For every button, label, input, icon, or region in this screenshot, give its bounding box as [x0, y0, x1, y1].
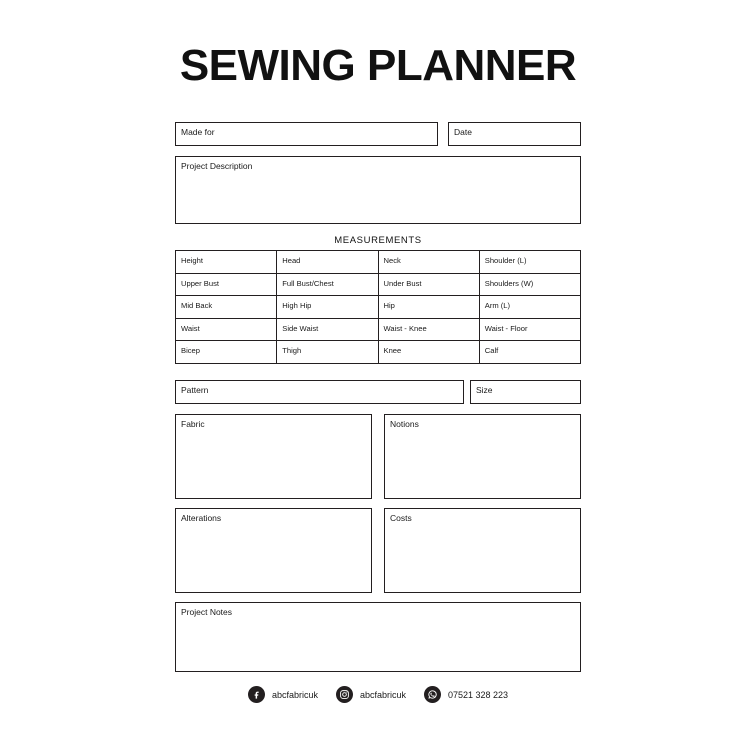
whatsapp-icon [424, 686, 441, 703]
measurement-cell[interactable] [379, 251, 480, 274]
measurement-cell[interactable] [176, 274, 277, 297]
alterations-label: Alterations [181, 513, 222, 523]
measurement-cell[interactable] [480, 296, 581, 319]
footer-whatsapp-number: 07521 328 223 [448, 689, 509, 700]
measurement-label: Head [282, 256, 301, 265]
measurement-label: Bicep [181, 346, 200, 355]
project-notes-field[interactable] [175, 602, 581, 672]
measurement-label: Under Bust [383, 278, 422, 288]
measurement-label: Hip [383, 301, 395, 310]
pattern-field[interactable] [175, 380, 464, 404]
measurement-cell[interactable] [480, 319, 581, 342]
measurement-label: Arm (L) [484, 301, 511, 310]
measurement-label: Waist - Floor [484, 323, 528, 333]
notions-field[interactable] [384, 414, 581, 499]
costs-field[interactable] [384, 508, 581, 593]
measurement-cell[interactable] [176, 296, 277, 319]
measurement-cell[interactable] [176, 341, 277, 364]
measurement-label: Knee [383, 346, 402, 355]
costs-label: Costs [390, 513, 412, 523]
measurement-cell[interactable] [480, 274, 581, 297]
date-field[interactable] [448, 122, 581, 146]
fabric-field[interactable] [175, 414, 372, 499]
project-notes-label: Project Notes [181, 607, 233, 617]
measurement-cell[interactable] [277, 251, 378, 274]
fabric-label: Fabric [181, 419, 205, 429]
measurement-label: Calf [484, 346, 499, 355]
footer-contacts [175, 686, 581, 703]
measurement-label: Upper Bust [181, 278, 219, 288]
measurement-label: Waist [181, 323, 200, 333]
measurement-cell[interactable] [379, 296, 480, 319]
measurement-label: Shoulders (W) [484, 278, 534, 288]
measurement-cell[interactable] [277, 296, 378, 319]
measurement-label: Mid Back [181, 301, 213, 310]
measurements-heading: MEASUREMENTS [334, 235, 422, 246]
measurement-label: Height [181, 256, 203, 265]
measurement-cell[interactable] [379, 274, 480, 297]
measurement-label: Waist - Knee [383, 323, 427, 333]
page-title: SEWING PLANNER [179, 41, 577, 90]
facebook-icon [248, 686, 265, 703]
footer-facebook-handle: abcfabricuk [271, 689, 318, 700]
measurement-cell[interactable] [480, 251, 581, 274]
project-description-field[interactable] [175, 156, 581, 224]
measurement-label: Thigh [282, 346, 302, 355]
footer-instagram-handle: abcfabricuk [359, 689, 406, 700]
measurement-cell[interactable] [277, 341, 378, 364]
measurements-table [175, 250, 581, 364]
measurement-label: Full Bust/Chest [282, 278, 334, 288]
measurement-cell[interactable] [176, 251, 277, 274]
made-for-label: Made for [181, 127, 215, 137]
measurement-cell[interactable] [379, 319, 480, 342]
instagram-icon [336, 686, 353, 703]
measurement-cell[interactable] [277, 274, 378, 297]
footer-whatsapp[interactable] [424, 686, 508, 703]
footer-instagram[interactable] [336, 686, 406, 703]
measurement-label: Shoulder (L) [484, 256, 527, 265]
measurement-label: Side Waist [282, 323, 319, 333]
alterations-field[interactable] [175, 508, 372, 593]
footer-facebook[interactable] [248, 686, 318, 703]
measurement-label: Neck [383, 256, 401, 265]
size-field[interactable] [470, 380, 581, 404]
planner-sheet [175, 0, 581, 756]
measurement-cell[interactable] [277, 319, 378, 342]
measurement-cell[interactable] [379, 341, 480, 364]
date-label: Date [454, 127, 472, 137]
measurement-label: High Hip [282, 301, 312, 310]
project-description-label: Project Description [181, 161, 253, 171]
size-label: Size [476, 385, 493, 395]
measurement-cell[interactable] [480, 341, 581, 364]
notions-label: Notions [390, 419, 419, 429]
made-for-field[interactable] [175, 122, 438, 146]
measurement-cell[interactable] [176, 319, 277, 342]
pattern-label: Pattern [181, 385, 209, 395]
